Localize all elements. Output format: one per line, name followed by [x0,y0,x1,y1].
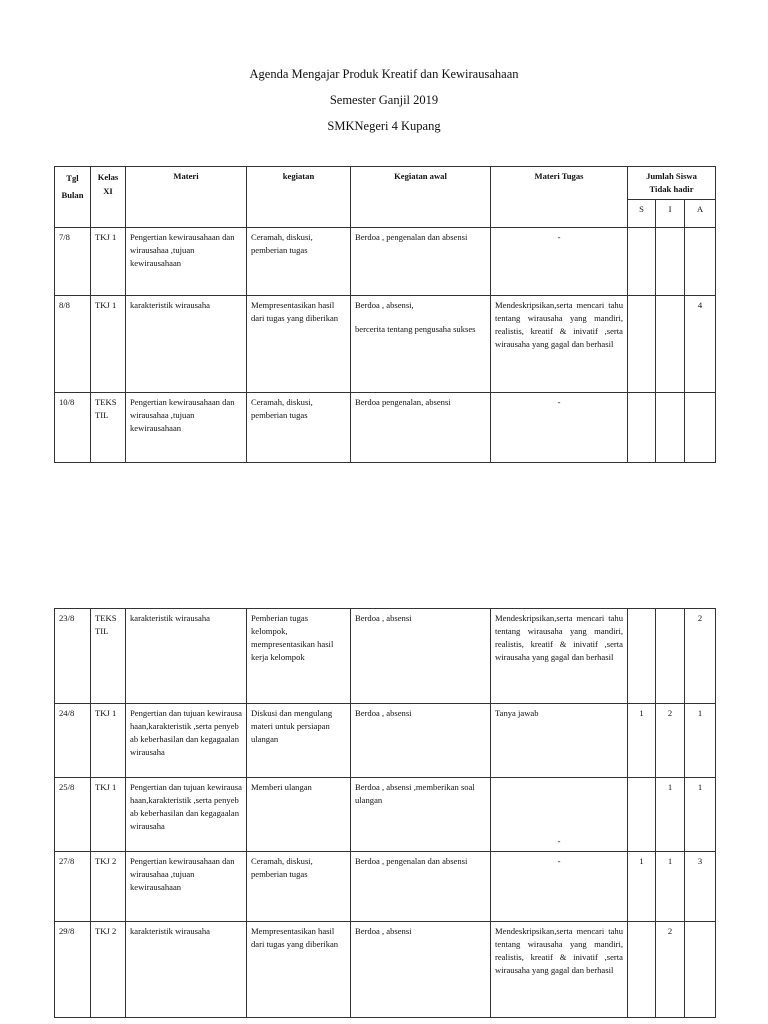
cell-materi-tugas: Mendeskripsikan,serta mencari tahu tentang wirausaha yang mandiri, realistis, kreatif & inivatif ,serta wirausaha yang gagal dan berhasil [491,296,628,393]
cell-a [685,922,716,1018]
cell-s [628,778,656,852]
cell-materi-tugas: Mendeskripsikan,serta mencari tahu tentang wirausaha yang mandiri, realistis, kreatif & inivatif ,serta wirausaha yang gagal dan berhasil [491,922,628,1018]
header-materi: Materi [126,167,247,228]
cell-tgl: 8/8 [55,296,91,393]
cell-s: 1 [628,704,656,778]
cell-a: 1 [685,778,716,852]
header-jumlah-siswa: Jumlah Siswa Tidak hadir [628,167,716,200]
document-title: Agenda Mengajar Produk Kreatif dan Kewirausahaan [249,67,519,81]
table-row [55,922,716,1018]
cell-tgl: 27/8 [55,852,91,922]
cell-i [656,228,685,296]
header-kelas: Kelas XI [91,167,126,228]
cell-materi: karakteristik wirausaha [126,922,247,1018]
cell-kegiatan: Memberi ulangan [247,778,351,852]
table-row [55,296,716,393]
cell-materi: karakteristik wirausaha [126,296,247,393]
cell-i: 2 [656,922,685,1018]
table-row [55,778,716,852]
cell-kelas: TKJ 1 [91,704,126,778]
header-kegiatan-awal: Kegiatan awal [351,167,491,228]
table-row [55,609,716,704]
cell-i: 2 [656,704,685,778]
cell-materi-tugas: - [491,393,628,463]
cell-kegiatan: Pemberian tugas kelompok, mempresentasikan hasil kerja kelompok [247,609,351,704]
cell-kelas: TEKS TIL [91,609,126,704]
header-tgl: Tgl Bulan [55,167,91,228]
cell-i [656,609,685,704]
header-materi-tugas: Materi Tugas [491,167,628,228]
cell-i: 1 [656,852,685,922]
cell-materi-tugas: Tanya jawab [491,704,628,778]
cell-materi: Pengertian dan tujuan kewirausahaan,karakteristik ,serta penyebab keberhasilan dan kegagaalan wirausaha [126,704,247,778]
cell-tgl: 25/8 [55,778,91,852]
cell-tgl: 7/8 [55,228,91,296]
cell-kelas: TKJ 1 [91,778,126,852]
cell-materi-tugas: - [491,852,628,922]
cell-kegiatan: Ceramah, diskusi, pemberian tugas [247,852,351,922]
cell-materi-tugas: - [491,228,628,296]
header-kegiatan: kegiatan [247,167,351,228]
document-header [0,66,768,144]
cell-kelas: TKJ 2 [91,922,126,1018]
cell-i [656,393,685,463]
cell-kegiatan: Ceramah, diskusi, pemberian tugas [247,228,351,296]
document-school: SMKNegeri 4 Kupang [327,119,441,133]
cell-materi-tugas: Mendeskripsikan,serta mencari tahu tentang wirausaha yang mandiri, realistis, kreatif & inivatif ,serta wirausaha yang gagal dan berhasil [491,609,628,704]
cell-a [685,228,716,296]
cell-kegiatan-awal: Berdoa , absensi [351,922,491,1018]
cell-kegiatan-awal: Berdoa , absensi [351,704,491,778]
cell-kelas: TEKS TIL [91,393,126,463]
cell-kelas: TKJ 2 [91,852,126,922]
cell-tgl: 10/8 [55,393,91,463]
cell-a: 2 [685,609,716,704]
agenda-table-page2 [54,608,716,1018]
cell-kegiatan-awal: Berdoa , absensi [351,609,491,704]
header-i: I [656,200,685,228]
cell-i: 1 [656,778,685,852]
cell-materi: Pengertian kewirausahaan dan wirausahaa ,tujuan kewirausahaan [126,228,247,296]
cell-materi-tugas: - [491,778,628,852]
header-s: S [628,200,656,228]
table-row [55,852,716,922]
cell-kegiatan-awal: Berdoa , absensi, bercerita tentang pengusaha sukses [351,296,491,393]
cell-s [628,393,656,463]
table-row [55,228,716,296]
cell-i [656,296,685,393]
cell-materi: Pengertian kewirausahaan dan wirausahaa ,tujuan kewirausahaan [126,852,247,922]
cell-kegiatan-awal: Berdoa , pengenalan dan absensi [351,852,491,922]
cell-s: 1 [628,852,656,922]
cell-kegiatan-awal: Berdoa , pengenalan dan absensi [351,228,491,296]
table-row [55,393,716,463]
cell-kegiatan: Diskusi dan mengulang materi untuk persiapan ulangan [247,704,351,778]
cell-s [628,296,656,393]
document-semester: Semester Ganjil 2019 [329,93,439,107]
cell-tgl: 29/8 [55,922,91,1018]
cell-kegiatan: Mempresentasikan hasil dari tugas yang diberikan [247,922,351,1018]
cell-s [628,609,656,704]
cell-materi: Pengertian kewirausahaan dan wirausahaa ,tujuan kewirausahaan [126,393,247,463]
cell-tgl: 23/8 [55,609,91,704]
cell-s [628,922,656,1018]
cell-kegiatan: Mempresentasikan hasil dari tugas yang diberikan [247,296,351,393]
table-row [55,704,716,778]
cell-s [628,228,656,296]
cell-kegiatan-awal: Berdoa pengenalan, absensi [351,393,491,463]
agenda-table-page1 [54,166,716,463]
cell-materi: karakteristik wirausaha [126,609,247,704]
cell-materi: Pengertian dan tujuan kewirausahaan,karakteristik ,serta penyebab keberhasilan dan kegagaalan wirausaha [126,778,247,852]
cell-kegiatan: Ceramah, diskusi, pemberian tugas [247,393,351,463]
cell-kelas: TKJ 1 [91,228,126,296]
cell-tgl: 24/8 [55,704,91,778]
cell-a [685,393,716,463]
cell-kegiatan-awal: Berdoa , absensi ,memberikan soal ulangan [351,778,491,852]
cell-kelas: TKJ 1 [91,296,126,393]
cell-a: 1 [685,704,716,778]
header-a: A [685,200,716,228]
cell-a: 3 [685,852,716,922]
cell-a: 4 [685,296,716,393]
